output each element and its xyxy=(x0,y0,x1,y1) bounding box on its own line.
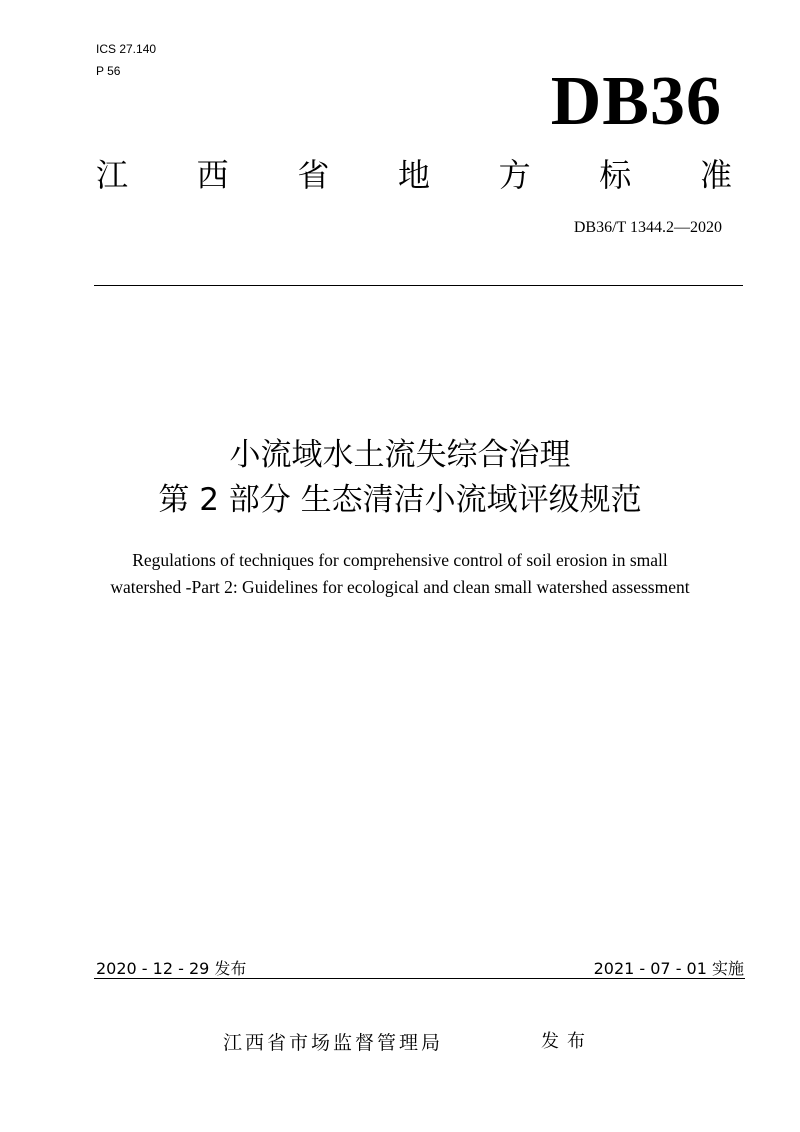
standard-type-char: 省 xyxy=(297,156,330,194)
standard-code-logo: DB36 xyxy=(550,63,722,140)
footer-divider xyxy=(94,978,745,979)
header-divider xyxy=(94,285,743,286)
ics-code: ICS 27.140 xyxy=(96,42,157,56)
standard-type-char: 江 xyxy=(96,156,129,194)
standard-type-char: 西 xyxy=(196,156,229,194)
standard-type-char: 地 xyxy=(397,156,430,194)
title-en-line2: watershed -Part 2: Guidelines for ecological and clean small watershed assessment xyxy=(110,577,690,597)
standard-number: DB36/T 1344.2—2020 xyxy=(573,219,722,236)
issue-date: 2020 - 12 - 29 发布 xyxy=(96,959,247,978)
title-cn-line2: 第 2 部分 生态清洁小流域评级规范 xyxy=(158,482,642,518)
standard-type-char: 标 xyxy=(599,156,632,194)
issue-label: 发布 xyxy=(541,1031,593,1052)
standard-type-heading xyxy=(96,155,732,195)
issuing-authority: 江西省市场监督管理局 xyxy=(223,1032,444,1054)
title-cn-line1: 小流域水土流失综合治理 xyxy=(229,437,571,473)
ccs-code: P 56 xyxy=(96,64,121,78)
title-en-line1: Regulations of techniques for comprehensive control of soil erosion in small xyxy=(132,550,668,570)
implementation-date: 2021 - 07 - 01 实施 xyxy=(593,959,744,978)
title-en xyxy=(60,547,740,601)
standard-type-char: 准 xyxy=(699,156,732,194)
standard-type-char: 方 xyxy=(498,156,531,194)
